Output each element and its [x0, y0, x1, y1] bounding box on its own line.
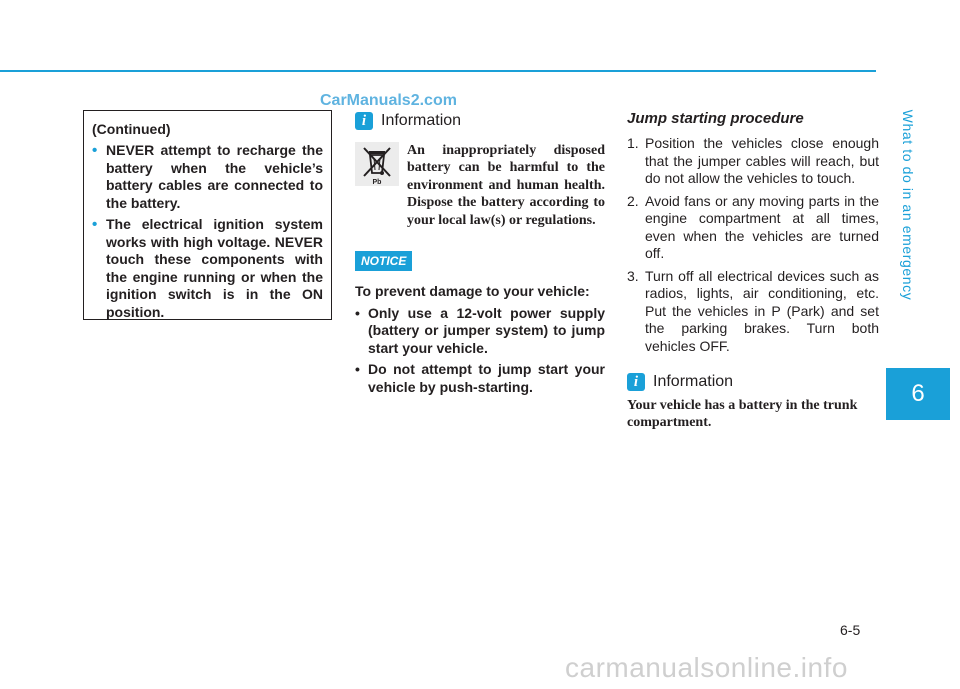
info-notice-column	[355, 112, 605, 396]
warning-item	[92, 216, 323, 321]
watermark-top: CarManuals2.com	[320, 92, 457, 109]
step-text: Position the vehicles close enough that the jumper cables will reach, but do not allow the vehicles to touch.	[645, 135, 879, 186]
notice-item	[355, 361, 605, 396]
procedure-step	[627, 135, 879, 188]
chapter-number: 6	[911, 380, 925, 407]
top-rule	[0, 70, 876, 72]
info-icon: i	[627, 373, 645, 391]
notice-badge: NOTICE	[355, 251, 412, 271]
info-heading	[627, 373, 879, 391]
page-number: 6-5	[840, 622, 861, 638]
info-heading-text: Information	[381, 112, 462, 129]
warning-item-text: The electrical ignition system works with high voltage. NEVER touch these components with the engine running or when the ignition switch is in the ON position.	[106, 216, 323, 320]
section-side-title: What to do in an emergency	[900, 109, 916, 301]
warning-item-text: NEVER attempt to recharge the battery when the vehicle’s battery cables are connected to the battery.	[106, 142, 323, 211]
step-text: Avoid fans or any moving parts in the engine compartment at all times, even when the vehicles are turned off.	[645, 192, 879, 261]
chapter-tab	[886, 368, 950, 420]
notice-item	[355, 305, 605, 358]
info-icon: i	[355, 112, 373, 130]
bullet-icon: •	[355, 304, 360, 321]
notice-item-text: Only use a 12-volt power supply (battery or jumper system) to jump start your vehicle.	[368, 304, 605, 356]
notice-item-text: Do not attempt to jump start your vehicle by push-starting.	[368, 361, 605, 395]
procedure-column	[627, 110, 879, 432]
step-number: 2.	[627, 192, 639, 209]
pb-label: Pb	[372, 179, 382, 186]
step-text: Turn off all electrical devices such as radios, lights, air conditioning, etc. Put the vehicles in P (Park) and set the parking brakes. Turn both vehicles OFF.	[645, 267, 879, 354]
step-number: 1.	[627, 135, 639, 151]
watermark-bottom: carmanualsonline.info	[565, 652, 848, 683]
info-heading	[355, 112, 605, 130]
crossed-bin-icon	[355, 142, 399, 186]
procedure-step	[627, 268, 879, 356]
warning-box	[83, 110, 332, 320]
disposal-note	[355, 142, 605, 229]
notice-intro: To prevent damage to your vehicle:	[355, 283, 590, 300]
step-number: 3.	[627, 267, 639, 284]
warning-item	[92, 142, 323, 212]
bullet-icon: •	[92, 216, 98, 233]
bullet-icon: •	[92, 142, 98, 159]
bullet-icon: •	[355, 361, 360, 378]
info-heading-text: Information	[653, 373, 734, 390]
disposal-text: An inappropriately disposed battery can be harmful to the environment and human health. Dispose the battery according to your local law(s) or regulations.	[407, 143, 605, 228]
procedure-step	[627, 193, 879, 263]
warning-title: (Continued)	[92, 121, 171, 137]
info-text: Your vehicle has a battery in the trunk compartment.	[627, 398, 858, 431]
info-block-2	[627, 373, 879, 432]
procedure-title: Jump starting procedure	[627, 110, 804, 127]
